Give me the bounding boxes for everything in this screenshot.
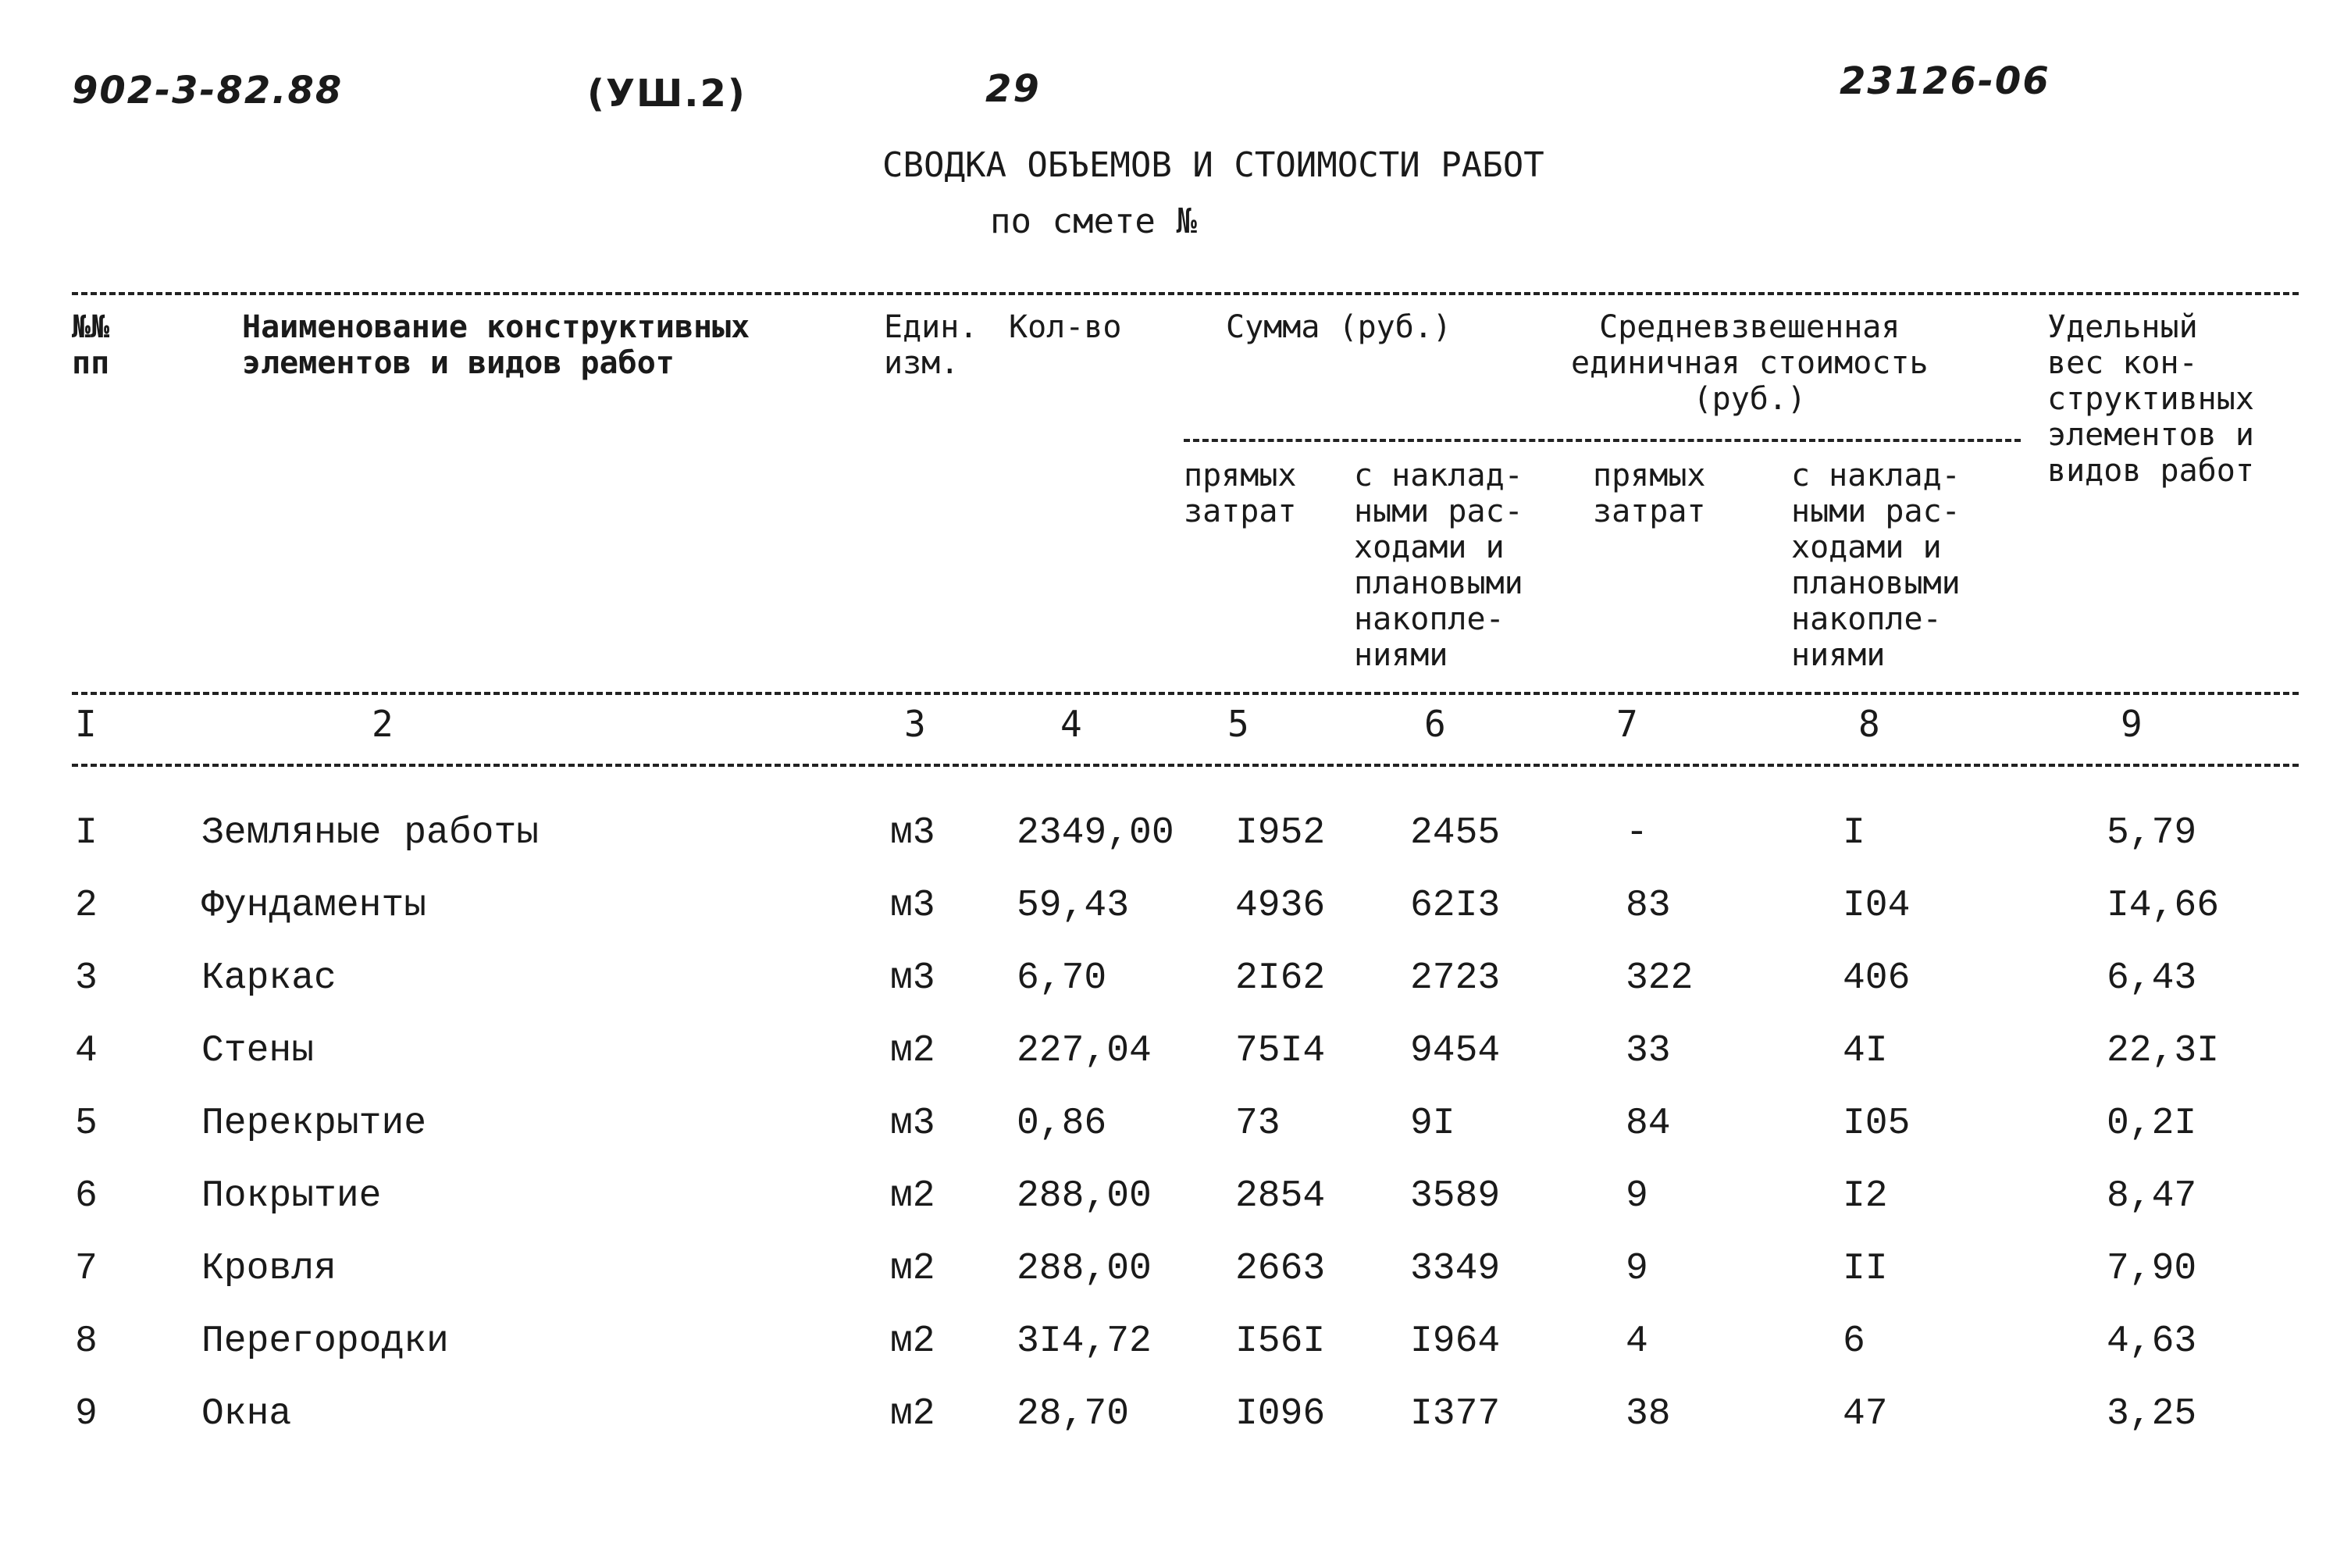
- row-quantity: 288,00: [1017, 1175, 1152, 1217]
- header-avg-with-overhead: с наклад- ными рас- ходами и плановыми накопле- ниями: [1791, 458, 1961, 673]
- row-share: 5,79: [2107, 812, 2197, 854]
- row-avg-total: I: [1843, 812, 1865, 854]
- page-number: 29: [985, 67, 1041, 111]
- row-avg-total: 47: [1843, 1393, 1888, 1435]
- header-sum-direct: прямых затрат: [1184, 458, 1297, 529]
- row-quantity: 3I4,72: [1017, 1320, 1152, 1363]
- row-name: Перекрытие: [201, 1103, 427, 1145]
- row-sum-direct: 2663: [1235, 1248, 1326, 1290]
- row-sum-direct: 75I4: [1235, 1030, 1326, 1072]
- row-sum-total: 2455: [1410, 812, 1501, 854]
- section-code: (УШ.2): [587, 72, 746, 116]
- page-title: СВОДКА ОБЪЕМОВ И СТОИМОСТИ РАБОТ: [882, 145, 1544, 185]
- row-unit: м3: [890, 812, 935, 854]
- row-number: 5: [75, 1103, 98, 1145]
- row-unit: м3: [890, 1103, 935, 1145]
- header-sum-with-overhead: с наклад- ными рас- ходами и плановыми накопле- ниями: [1354, 458, 1523, 673]
- header-quantity: Кол-во: [1009, 309, 1122, 345]
- row-sum-direct: 4936: [1235, 885, 1326, 927]
- row-name: Кровля: [201, 1248, 337, 1290]
- row-sum-total: 2723: [1410, 957, 1501, 1000]
- column-number-8: 8: [1858, 703, 1880, 745]
- row-number: 4: [75, 1030, 98, 1072]
- row-avg-direct: 83: [1626, 885, 1671, 927]
- row-sum-direct: 2854: [1235, 1175, 1326, 1217]
- header-sum-group: Сумма (руб.): [1226, 309, 1452, 345]
- row-sum-total: 3589: [1410, 1175, 1501, 1217]
- header-number: №№ пп: [72, 309, 110, 381]
- column-number-7: 7: [1616, 703, 1638, 745]
- row-share: 4,63: [2107, 1320, 2197, 1363]
- row-share: 6,43: [2107, 957, 2197, 1000]
- row-number: 2: [75, 885, 98, 927]
- row-unit: м2: [890, 1030, 935, 1072]
- page-subtitle: по смете №: [990, 201, 1197, 241]
- row-quantity: 288,00: [1017, 1248, 1152, 1290]
- row-unit: м2: [890, 1320, 935, 1363]
- row-quantity: 227,04: [1017, 1030, 1152, 1072]
- header-average-group: Средневзвешенная единичная стоимость (руб.): [1571, 309, 1929, 417]
- header-group-rule: [1184, 439, 2021, 442]
- row-name: Каркас: [201, 957, 337, 1000]
- row-name: Стены: [201, 1030, 315, 1072]
- row-sum-total: 9454: [1410, 1030, 1501, 1072]
- row-name: Покрытие: [201, 1175, 382, 1217]
- row-avg-direct: 9: [1626, 1248, 1648, 1290]
- row-number: 7: [75, 1248, 98, 1290]
- row-avg-total: I04: [1843, 885, 1911, 927]
- row-name: Фундаменты: [201, 885, 427, 927]
- row-number: 9: [75, 1393, 98, 1435]
- row-name: Земляные работы: [201, 812, 540, 854]
- header-unit: Един. изм.: [884, 309, 978, 381]
- row-quantity: 59,43: [1017, 885, 1130, 927]
- column-number-5: 5: [1227, 703, 1249, 745]
- row-name: Перегородки: [201, 1320, 449, 1363]
- row-avg-total: 6: [1843, 1320, 1865, 1363]
- row-avg-total: 4I: [1843, 1030, 1888, 1072]
- row-sum-direct: 2I62: [1235, 957, 1326, 1000]
- row-sum-direct: I952: [1235, 812, 1326, 854]
- row-sum-total: I964: [1410, 1320, 1501, 1363]
- sheet-code: 23126-06: [1840, 59, 2050, 103]
- row-share: I4,66: [2107, 885, 2220, 927]
- row-share: 22,3I: [2107, 1030, 2220, 1072]
- row-avg-direct: 322: [1626, 957, 1694, 1000]
- row-avg-direct: 4: [1626, 1320, 1648, 1363]
- row-share: 8,47: [2107, 1175, 2197, 1217]
- row-quantity: 2349,00: [1017, 812, 1174, 854]
- column-number-6: 6: [1424, 703, 1446, 745]
- column-number-1: I: [75, 703, 97, 745]
- column-number-4: 4: [1060, 703, 1082, 745]
- header-avg-direct: прямых затрат: [1593, 458, 1706, 529]
- header-name: Наименование конструктивных элементов и видов работ: [242, 309, 750, 381]
- row-name: Окна: [201, 1393, 292, 1435]
- row-avg-direct: 9: [1626, 1175, 1648, 1217]
- row-unit: м3: [890, 885, 935, 927]
- row-number: 8: [75, 1320, 98, 1363]
- row-share: 3,25: [2107, 1393, 2197, 1435]
- row-unit: м2: [890, 1175, 935, 1217]
- row-sum-direct: 73: [1235, 1103, 1281, 1145]
- row-sum-total: 3349: [1410, 1248, 1501, 1290]
- header-bottom-rule: [72, 692, 2299, 695]
- column-numbers-rule: [72, 764, 2299, 767]
- column-number-2: 2: [372, 703, 394, 745]
- row-avg-total: 406: [1843, 957, 1911, 1000]
- row-sum-direct: I56I: [1235, 1320, 1326, 1363]
- column-number-3: 3: [904, 703, 926, 745]
- row-avg-total: I2: [1843, 1175, 1888, 1217]
- row-avg-direct: -: [1626, 812, 1648, 854]
- row-number: 3: [75, 957, 98, 1000]
- row-quantity: 28,70: [1017, 1393, 1130, 1435]
- row-number: 6: [75, 1175, 98, 1217]
- row-avg-total: I05: [1843, 1103, 1911, 1145]
- row-sum-direct: I096: [1235, 1393, 1326, 1435]
- table-top-rule: [72, 292, 2299, 295]
- column-number-9: 9: [2121, 703, 2143, 745]
- row-unit: м3: [890, 957, 935, 1000]
- row-number: I: [75, 812, 98, 854]
- row-unit: м2: [890, 1248, 935, 1290]
- row-quantity: 0,86: [1017, 1103, 1107, 1145]
- row-avg-direct: 84: [1626, 1103, 1671, 1145]
- header-share: Удельный вес кон- структивных элементов и видов работ: [2047, 309, 2254, 489]
- row-unit: м2: [890, 1393, 935, 1435]
- row-avg-total: II: [1843, 1248, 1888, 1290]
- document-code: 902-3-82.88: [72, 69, 344, 112]
- row-share: 0,2I: [2107, 1103, 2197, 1145]
- row-sum-total: 62I3: [1410, 885, 1501, 927]
- row-sum-total: I377: [1410, 1393, 1501, 1435]
- row-avg-direct: 33: [1626, 1030, 1671, 1072]
- row-quantity: 6,70: [1017, 957, 1107, 1000]
- row-sum-total: 9I: [1410, 1103, 1455, 1145]
- row-avg-direct: 38: [1626, 1393, 1671, 1435]
- row-share: 7,90: [2107, 1248, 2197, 1290]
